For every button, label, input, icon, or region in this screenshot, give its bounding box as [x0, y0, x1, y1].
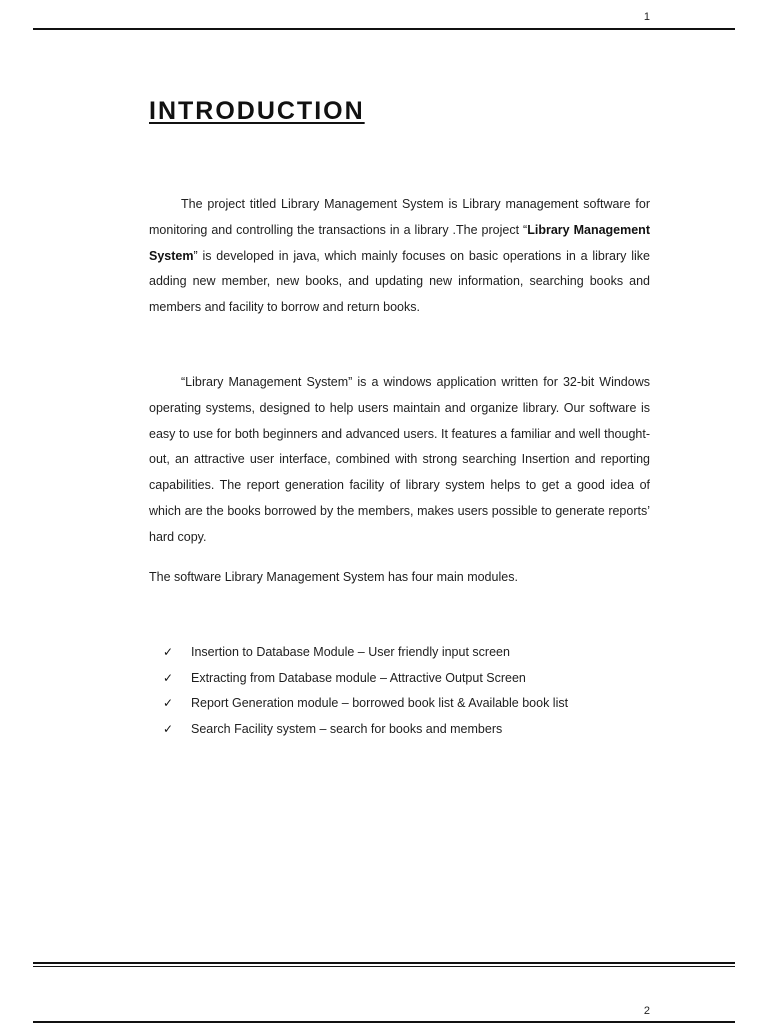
module-text: Insertion to Database Module – User friendly input screen [191, 645, 510, 659]
list-item [163, 666, 568, 692]
check-icon: ✓ [163, 645, 174, 659]
top-page-number: 1 [643, 11, 650, 23]
check-icon: ✓ [163, 670, 174, 685]
list-item [163, 717, 568, 743]
intro-paragraph-1 [149, 192, 650, 321]
paragraph-1-bold-title: Library Management System [149, 222, 650, 263]
list-item [163, 691, 568, 717]
footer-rule-thick [33, 962, 735, 964]
footer-rule-thin [33, 966, 735, 967]
bottom-page-number: 2 [643, 1005, 650, 1017]
modules-list [163, 640, 568, 742]
header-rule [33, 28, 735, 30]
module-text: Report Generation module – borrowed book list & Available book list [191, 696, 569, 711]
intro-paragraph-2: “Library Management System” is a windows application written for 32-bit Windows operating systems, designed to help users maintain and organize library. Our software is easy to use for both beginners and advanced users. It features a familiar and well thought-out, an attractive user interface, combined with strong searching Insertion and reporting capabilities. The report generation facility of library system helps to get a good idea of which are the books borrowed by the members, makes users possible to generate reports’ hard copy. [149, 375, 650, 544]
paragraph-1-text-end: ” is developed in java, which mainly focuses on basic operations in a library like adding new member, new books, and updating new information, searching books and members and facility to borrow and return books. [149, 248, 650, 315]
module-text: Extracting from Database module – Attractive Output Screen [191, 670, 526, 685]
modules-intro-paragraph: The software Library Management System has four main modules. [149, 570, 518, 584]
paragraph-1-text-start: The project titled Library Management System is Library management software for monitoring and controlling the transactions in a library .The project “ [149, 197, 650, 237]
list-item [163, 640, 568, 666]
section-heading: INTRODUCTION [149, 97, 365, 125]
module-text: Search Facility system – search for books and members [191, 721, 503, 736]
check-icon: ✓ [163, 721, 174, 736]
bottom-rule [33, 1021, 735, 1023]
check-icon: ✓ [163, 696, 174, 711]
